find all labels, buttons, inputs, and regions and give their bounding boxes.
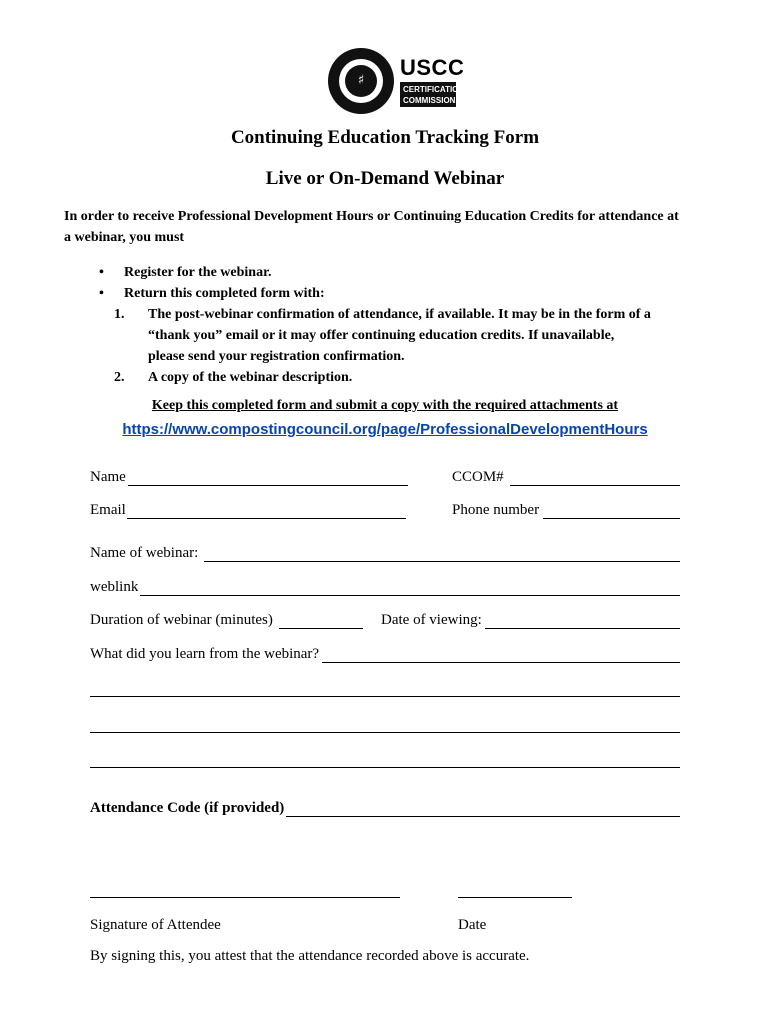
ccom-field[interactable] <box>510 485 680 486</box>
list-item: 1. The post-webinar confirmation of attendance, if available. It may be in the form of a “thank you” email or it may offer continuing education credits. If unavailable, please send your registration confirmation. <box>114 307 651 364</box>
duration-field[interactable] <box>279 628 363 629</box>
signature-date-field[interactable] <box>458 897 572 898</box>
webinar-name-label: Name of webinar: <box>90 545 199 561</box>
page-title: Continuing Education Tracking Form <box>230 127 540 148</box>
attendance-code-label: Attendance Code (if provided) <box>90 800 285 816</box>
attendance-code-field[interactable] <box>286 816 680 817</box>
logo-brand: USCC <box>400 55 465 80</box>
phone-field[interactable] <box>543 518 680 519</box>
learned-field[interactable] <box>322 662 680 663</box>
learned-field-line-2[interactable] <box>90 696 680 697</box>
phone-label: Phone number <box>452 502 540 518</box>
intro-text: In order to receive Professional Development Hours or Continuing Education Credits for attendance at a webinar, you must <box>64 209 679 245</box>
list-item: • Return this completed form with: <box>124 283 724 304</box>
date-viewing-field[interactable] <box>485 628 680 629</box>
bullet-icon: • <box>99 286 104 301</box>
learned-label: What did you learn from the webinar? <box>90 646 320 662</box>
email-field[interactable] <box>127 518 406 519</box>
signature-field[interactable] <box>90 897 400 898</box>
page-subtitle: Live or On-Demand Webinar <box>265 168 505 189</box>
learned-field-line-3[interactable] <box>90 732 680 733</box>
email-label: Email <box>90 502 126 518</box>
signature-date-label: Date <box>458 917 487 933</box>
duration-label: Duration of webinar (minutes) <box>90 612 273 628</box>
logo-certification-badge: CERTIFICATION COMMISSION <box>400 82 456 107</box>
weblink-field[interactable] <box>140 595 680 596</box>
signature-label: Signature of Attendee <box>90 917 221 933</box>
submission-note: Keep this completed form and submit a copy with the required attachments at <box>151 398 619 413</box>
name-field[interactable] <box>128 485 408 486</box>
requirements-list <box>99 262 724 388</box>
professional-development-link[interactable]: https://www.compostingcouncil.org/page/ProfessionalDevelopmentHours <box>122 421 648 438</box>
list-item: 2. A copy of the webinar description. <box>114 370 353 385</box>
uscc-logo <box>328 48 465 120</box>
attestation-text: By signing this, you attest that the attendance recorded above is accurate. <box>90 948 530 964</box>
ccom-label: CCOM# <box>452 469 504 485</box>
webinar-name-field[interactable] <box>204 561 680 562</box>
bullet-icon: • <box>99 265 104 280</box>
date-viewing-label: Date of viewing: <box>381 612 482 628</box>
seal-emblem-icon: ♯ <box>345 65 377 97</box>
weblink-label: weblink <box>90 579 139 595</box>
name-label: Name <box>90 469 126 485</box>
list-item: • Register for the webinar. <box>124 262 724 283</box>
learned-field-line-4[interactable] <box>90 767 680 768</box>
